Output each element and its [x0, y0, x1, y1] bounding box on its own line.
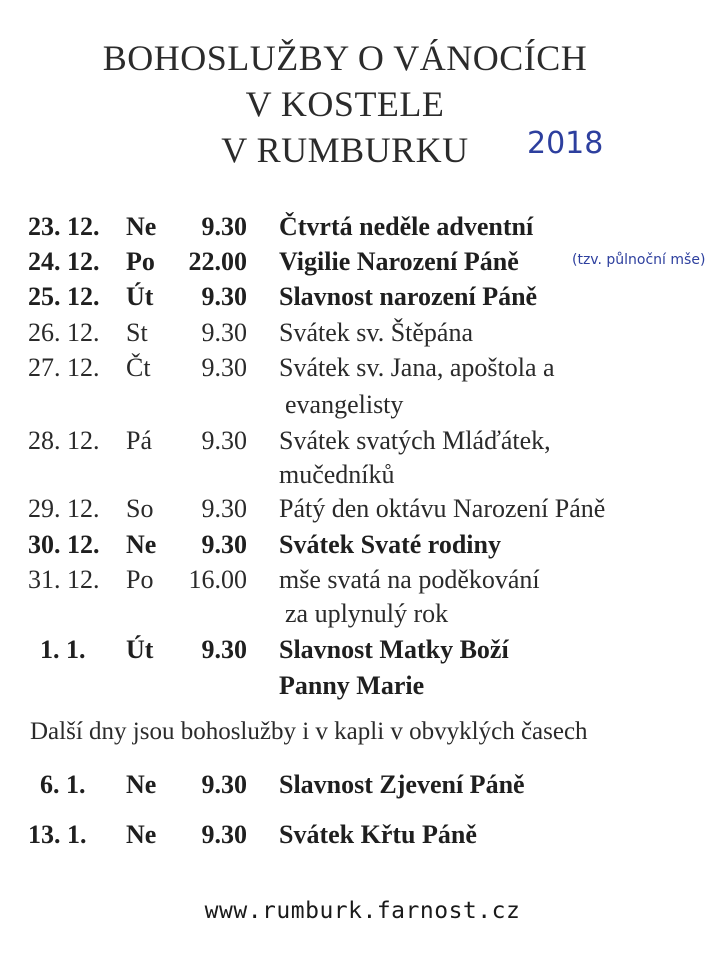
- schedule-description-continued: evangelisty: [285, 390, 404, 419]
- schedule-description: Vigilie Narození Páně: [279, 247, 519, 276]
- schedule-time: 16.00: [188, 565, 247, 594]
- schedule-day: Út: [126, 282, 154, 311]
- schedule-date: 25. 12.: [28, 282, 100, 311]
- schedule-day: St: [126, 318, 148, 347]
- schedule-date: 29. 12.: [28, 494, 100, 523]
- schedule-day: Pá: [126, 426, 152, 455]
- schedule-description: Čtvrtá neděle adventní: [279, 212, 534, 241]
- schedule-description: Svátek svatých Mláďátek,: [279, 426, 551, 455]
- schedule-description: mše svatá na poděkování: [279, 565, 540, 594]
- schedule-day: So: [126, 494, 154, 523]
- schedule-time: 9.30: [201, 426, 247, 455]
- schedule-day: Ne: [126, 212, 157, 241]
- schedule-description: Svátek sv. Štěpána: [279, 318, 473, 347]
- midnight-mass-note: (tzv. půlnoční mše): [572, 252, 706, 268]
- schedule-description: Slavnost Matky Boží: [279, 635, 509, 664]
- schedule-time: 9.30: [201, 318, 247, 347]
- schedule-description: Svátek Křtu Páně: [279, 820, 477, 849]
- schedule-day: Ne: [126, 820, 157, 849]
- schedule-date: 27. 12.: [28, 353, 100, 382]
- schedule-description: Svátek Svaté rodiny: [279, 530, 501, 559]
- schedule-day: Čt: [126, 353, 151, 382]
- schedule-time: 9.30: [201, 282, 247, 311]
- schedule-description-continued: mučedníků: [279, 460, 395, 489]
- schedule-time: 9.30: [201, 530, 247, 559]
- schedule-description: Slavnost narození Páně: [279, 282, 538, 311]
- schedule-date: 31. 12.: [28, 565, 100, 594]
- year-label: 2018: [527, 126, 604, 161]
- schedule-date: 23. 12.: [28, 212, 100, 241]
- schedule-time: 9.30: [201, 353, 247, 382]
- chapel-info-text: Další dny jsou bohoslužby i v kapli v obvyklých časech: [30, 718, 588, 745]
- schedule-time: 9.30: [201, 770, 247, 799]
- website-url: www.rumburk.farnost.cz: [204, 898, 521, 924]
- schedule-time: 9.30: [201, 212, 247, 241]
- schedule-description: Pátý den oktávu Narození Páně: [279, 494, 606, 523]
- schedule-date: 30. 12.: [28, 530, 100, 559]
- schedule-time: 9.30: [201, 494, 247, 523]
- schedule-day: Ne: [126, 770, 157, 799]
- schedule-date: 6. 1.: [40, 770, 86, 799]
- poster-title-line-2: V KOSTELE: [245, 84, 445, 124]
- schedule-description: Slavnost Zjevení Páně: [279, 770, 525, 799]
- schedule-date: 13. 1.: [28, 820, 87, 849]
- schedule-description: Svátek sv. Jana, apoštola a: [279, 353, 555, 382]
- schedule-date: 28. 12.: [28, 426, 100, 455]
- schedule-day: Út: [126, 635, 154, 664]
- schedule-time: 9.30: [201, 635, 247, 664]
- schedule-time: 9.30: [201, 820, 247, 849]
- schedule-time: 22.00: [188, 247, 247, 276]
- poster-title-line-1: BOHOSLUŽBY O VÁNOCÍCH: [102, 38, 588, 78]
- schedule-description-continued: za uplynulý rok: [285, 599, 449, 628]
- schedule-date: 1. 1.: [40, 635, 86, 664]
- schedule-description-continued: Panny Marie: [279, 671, 425, 700]
- schedule-date: 26. 12.: [28, 318, 100, 347]
- schedule-date: 24. 12.: [28, 247, 100, 276]
- schedule-day: Ne: [126, 530, 157, 559]
- schedule-day: Po: [126, 565, 154, 594]
- schedule-day: Po: [126, 247, 155, 276]
- poster-title-line-3: V RUMBURKU: [221, 130, 469, 170]
